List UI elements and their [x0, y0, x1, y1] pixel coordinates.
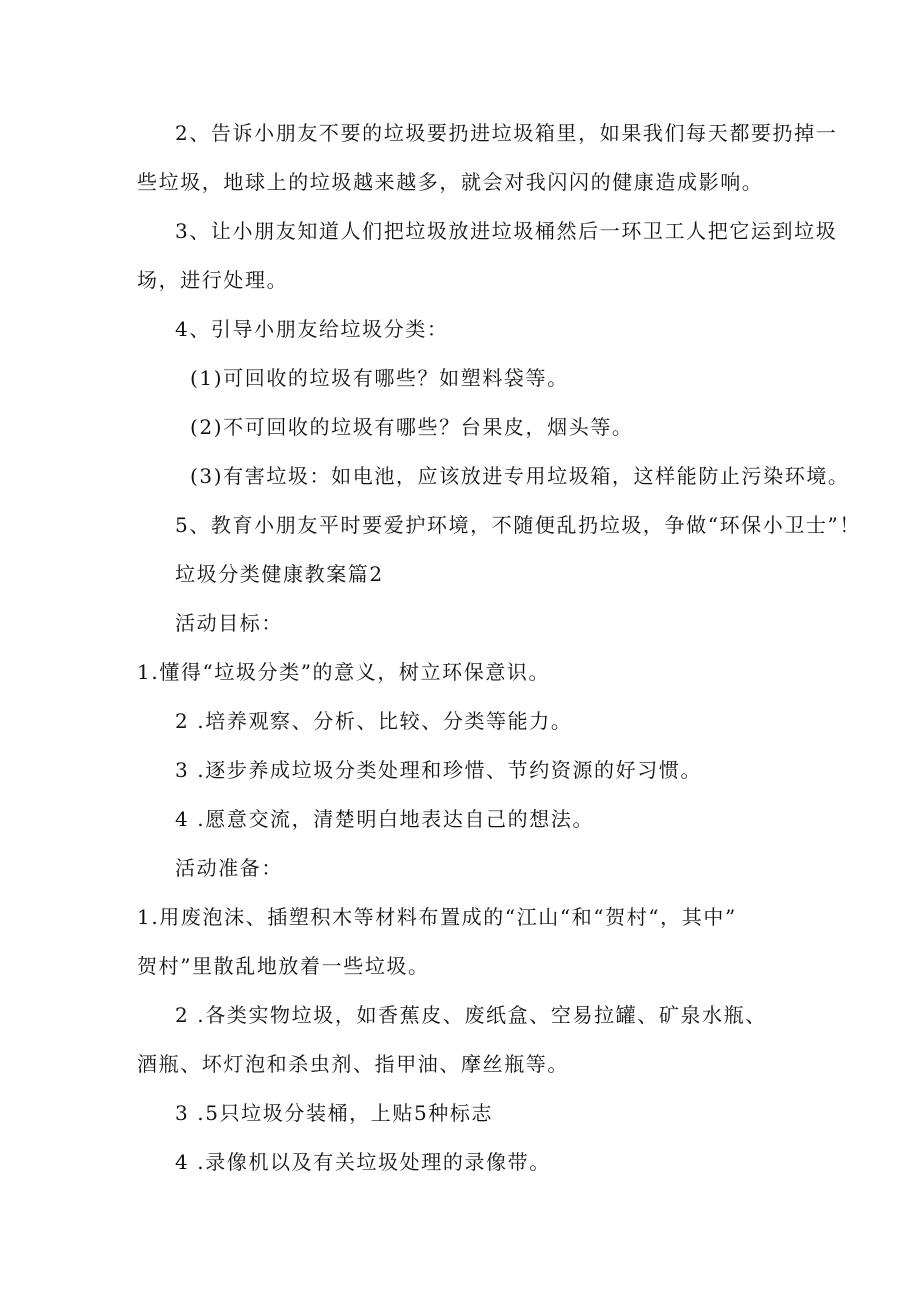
prep-item-2-line-1: 2 .各类实物垃圾，如香蕉皮、废纸盒、空易拉罐、矿泉水瓶、: [175, 1003, 767, 1027]
paragraph-item-3-line-2: 场，进行处理。: [137, 268, 289, 292]
goal-item-4: 4 .愿意交流，清楚明白地表达自己的想法。: [175, 807, 595, 831]
sub-item-hazardous: (3)有害垃圾：如电池，应该放进专用垃圾箱，这样能防止污染环境。: [190, 464, 850, 488]
paragraph-item-4: 4、引导小朋友给垃圾分类：: [175, 317, 449, 341]
prep-item-1-line-1: 1.用废泡沫、插塑积木等材料布置成的“江山“和“贺村“，其中”: [137, 905, 737, 929]
prep-item-4: 4 .录像机以及有关垃圾处理的录像带。: [175, 1150, 551, 1174]
preparation-heading: 活动准备：: [175, 856, 283, 880]
goal-item-2: 2 .培养观察、分析、比较、分类等能力。: [175, 709, 573, 733]
sub-item-recyclable: (1)可回收的垃圾有哪些？如塑料袋等。: [190, 366, 569, 390]
goals-heading: 活动目标：: [175, 611, 283, 635]
paragraph-item-5: 5、教育小朋友平时要爱护环境，不随便乱扔垃圾，争做“环保小卫士”！: [175, 513, 861, 537]
sub-item-non-recyclable: (2)不可回收的垃圾有哪些？台果皮，烟头等。: [190, 415, 634, 439]
paragraph-item-3-line-1: 3、让小朋友知道人们把垃圾放进垃圾桶然后一环卫工人把它运到垃圾: [175, 219, 838, 243]
prep-item-2-line-2: 酒瓶、坏灯泡和杀虫剂、指甲油、摩丝瓶等。: [137, 1052, 569, 1076]
prep-item-3: 3 .5只垃圾分装桶，上贴5种标志: [175, 1101, 494, 1125]
paragraph-item-2-line-2: 些垃圾，地球上的垃圾越来越多，就会对我闪闪的健康造成影响。: [137, 170, 764, 194]
section-heading: 垃圾分类健康教案篇2: [175, 562, 384, 586]
goal-item-1: 1.懂得“垃圾分类”的意义，树立环保意识。: [137, 660, 551, 684]
goal-item-3: 3 .逐步养成垃圾分类处理和珍惜、节约资源的好习惯。: [175, 758, 703, 782]
prep-item-1-line-2: 贺村”里散乱地放着一些垃圾。: [137, 954, 430, 978]
paragraph-item-2-line-1: 2、告诉小朋友不要的垃圾要扔进垃圾箱里，如果我们每天都要扔掉一: [175, 121, 838, 145]
